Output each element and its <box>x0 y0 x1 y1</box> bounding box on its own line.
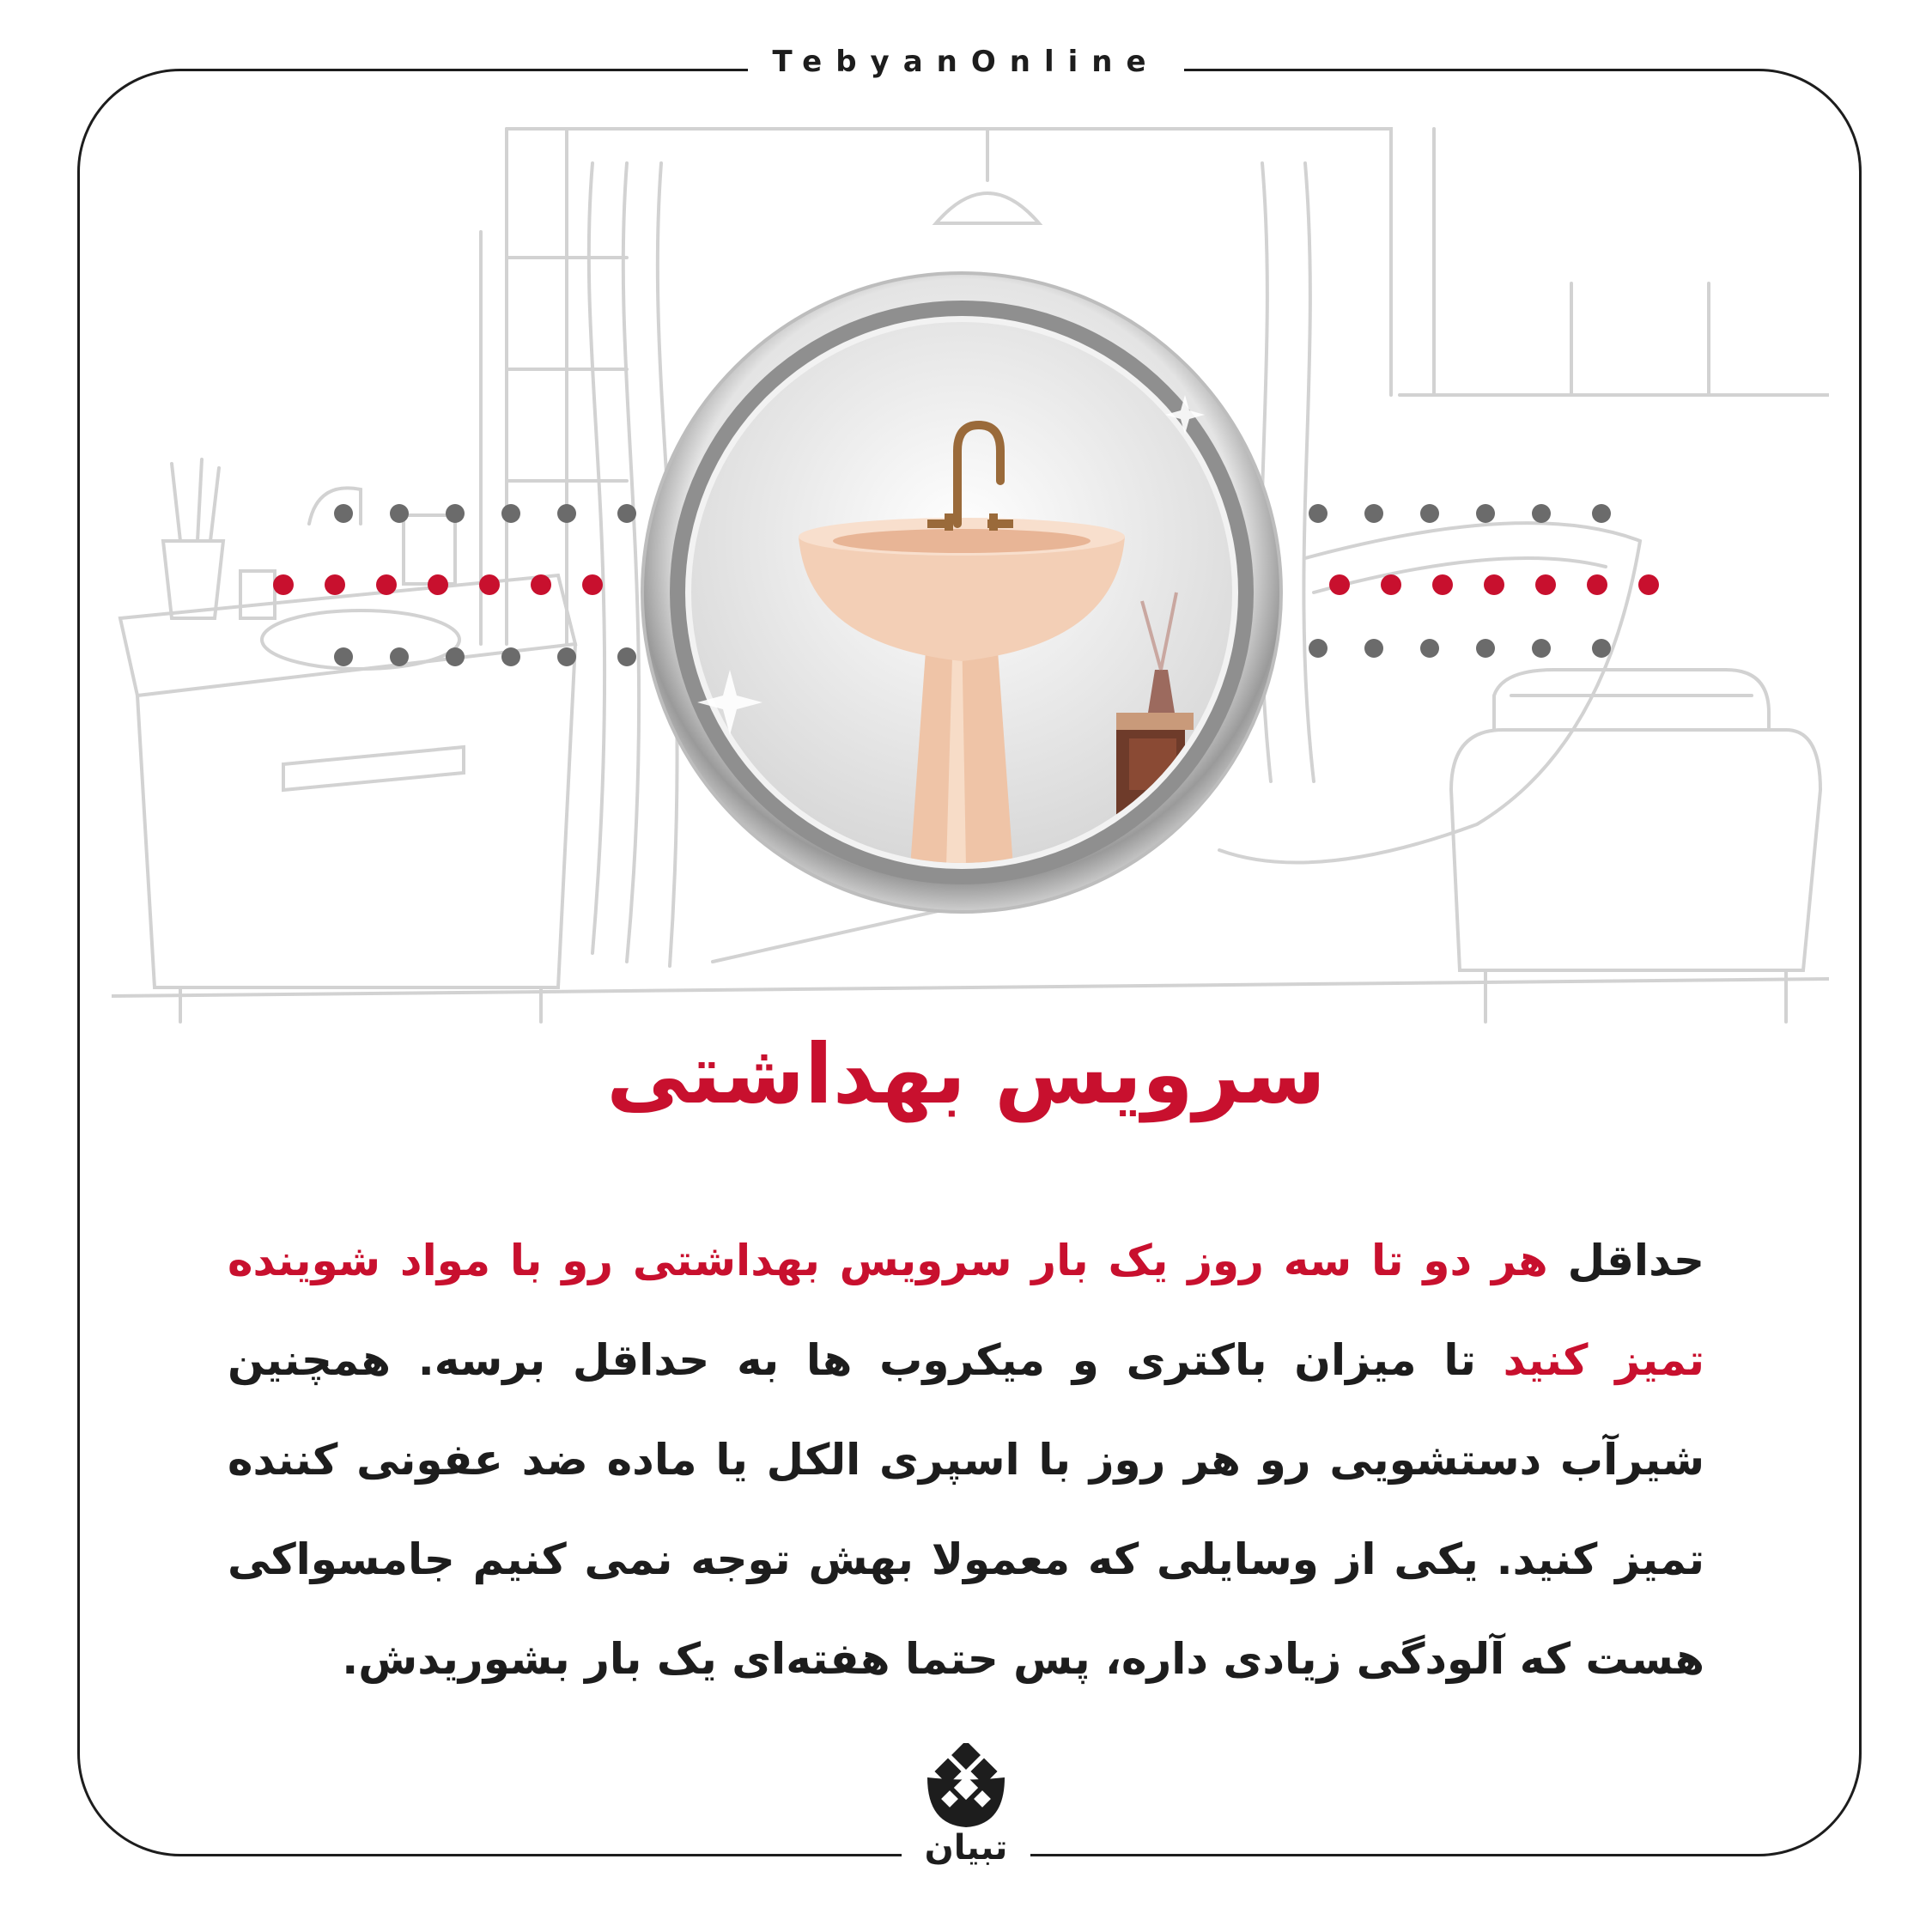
dot <box>446 504 465 523</box>
dot <box>1476 639 1495 658</box>
dot <box>1535 574 1556 595</box>
dot <box>334 504 353 523</box>
dot <box>428 574 448 595</box>
dot <box>1587 574 1607 595</box>
dot <box>390 647 409 666</box>
dot <box>1364 504 1383 523</box>
dot <box>557 647 576 666</box>
dot <box>1381 574 1401 595</box>
dot <box>479 574 500 595</box>
dot <box>1476 504 1495 523</box>
dot <box>273 574 294 595</box>
dot <box>334 647 353 666</box>
dot <box>617 647 636 666</box>
dot <box>1364 639 1383 658</box>
dot <box>1432 574 1453 595</box>
tebyan-logo <box>902 1743 1030 1889</box>
dot <box>1532 504 1551 523</box>
dot <box>376 574 397 595</box>
right-dot-cluster <box>1309 504 1611 658</box>
dot <box>557 504 576 523</box>
body-paragraph <box>228 1211 1704 1709</box>
dot <box>1592 639 1611 658</box>
dot <box>1329 574 1350 595</box>
dot <box>582 574 603 595</box>
dot <box>1592 504 1611 523</box>
dot <box>1309 504 1327 523</box>
dot <box>531 574 551 595</box>
dot <box>325 574 345 595</box>
body-text-segment: حداقل <box>1567 1236 1704 1285</box>
brand-top-text: TebyanOnline <box>748 45 1183 79</box>
dot <box>1484 574 1504 595</box>
body-text-segment: تا میزان باکتری و میکروب ها به حداقل برسه. همچنین شیرآب دستشویی رو هر روز با اسپری الکل یا ماده ضد عفونی کننده تمیز کنید. یکی از وسایلی که معمولا بهش توجه نمی کنیم جامسواکی هست که آلودگی زیادی داره، پس حتما هفته‌ای یک بار بشوریدش. <box>228 1335 1704 1684</box>
tebyan-logo-icon <box>923 1743 1009 1829</box>
page-title: سرویس بهداشتی <box>606 1026 1326 1122</box>
body-highlight-segment: هر دو تا سه روز یک بار سرویس بهداشتی رو با مواد شوینده تمیز کنید <box>228 1236 1704 1385</box>
dot <box>1532 639 1551 658</box>
dot <box>1420 639 1439 658</box>
dot <box>617 504 636 523</box>
logo-text: تبیان <box>924 1828 1008 1868</box>
dot <box>390 504 409 523</box>
sink-medallion <box>635 266 1288 919</box>
dot <box>1309 639 1327 658</box>
dot <box>501 504 520 523</box>
dot <box>446 647 465 666</box>
dot <box>501 647 520 666</box>
dot <box>1638 574 1659 595</box>
dot <box>1420 504 1439 523</box>
